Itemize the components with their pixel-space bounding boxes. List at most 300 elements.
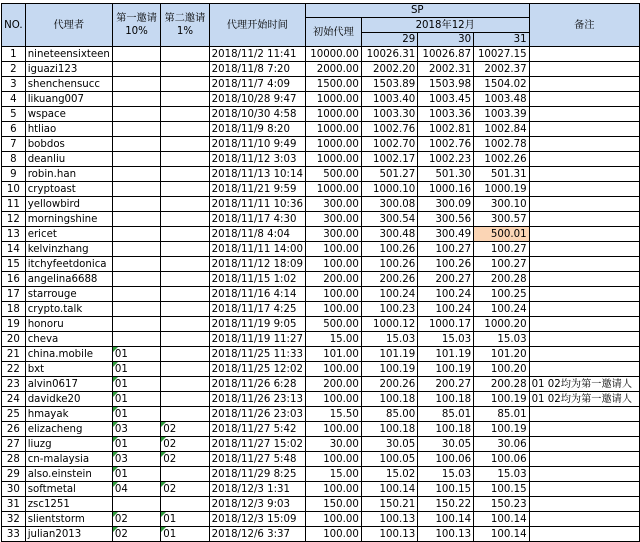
cell-no[interactable]: 22 bbox=[2, 362, 26, 377]
cell-day-30[interactable]: 100.18 bbox=[418, 392, 474, 407]
cell-no[interactable]: 23 bbox=[2, 377, 26, 392]
cell-initial[interactable]: 15.50 bbox=[305, 407, 361, 422]
cell-invite1[interactable] bbox=[112, 197, 160, 212]
cell-day-29[interactable]: 1002.76 bbox=[361, 122, 417, 137]
cell-initial[interactable]: 100.00 bbox=[305, 242, 361, 257]
cell-day-29[interactable]: 501.27 bbox=[361, 167, 417, 182]
cell-day-31[interactable]: 501.31 bbox=[474, 167, 529, 182]
cell-invite2[interactable]: 02 bbox=[161, 437, 209, 452]
cell-day-30[interactable]: 1002.81 bbox=[418, 122, 474, 137]
cell-start-time[interactable]: 2018/11/25 12:02 bbox=[209, 362, 305, 377]
cell-start-time[interactable]: 2018/12/3 15:09 bbox=[209, 512, 305, 527]
cell-no[interactable]: 4 bbox=[2, 92, 26, 107]
cell-agent-name[interactable]: liuzg bbox=[25, 437, 112, 452]
cell-invite2[interactable] bbox=[161, 137, 209, 152]
cell-start-time[interactable]: 2018/11/2 11:41 bbox=[209, 47, 305, 62]
cell-day-29[interactable]: 100.23 bbox=[361, 302, 417, 317]
cell-invite1[interactable] bbox=[112, 77, 160, 92]
cell-invite2[interactable] bbox=[161, 62, 209, 77]
cell-invite1[interactable] bbox=[112, 137, 160, 152]
cell-day-30[interactable]: 100.24 bbox=[418, 287, 474, 302]
cell-no[interactable]: 15 bbox=[2, 257, 26, 272]
cell-agent-name[interactable]: starrouge bbox=[25, 287, 112, 302]
cell-initial[interactable]: 1500.00 bbox=[305, 77, 361, 92]
cell-agent-name[interactable]: nineteensixteen bbox=[25, 47, 112, 62]
cell-agent-name[interactable]: zsc1251 bbox=[25, 497, 112, 512]
cell-note[interactable] bbox=[529, 212, 639, 227]
cell-day-31[interactable]: 1002.26 bbox=[474, 152, 529, 167]
cell-no[interactable]: 5 bbox=[2, 107, 26, 122]
cell-initial[interactable]: 500.00 bbox=[305, 317, 361, 332]
cell-agent-name[interactable]: cryptoast bbox=[25, 182, 112, 197]
cell-no[interactable]: 17 bbox=[2, 287, 26, 302]
cell-initial[interactable]: 100.00 bbox=[305, 527, 361, 542]
cell-start-time[interactable]: 2018/11/25 11:33 bbox=[209, 347, 305, 362]
cell-invite1[interactable] bbox=[112, 272, 160, 287]
cell-invite1[interactable]: 03 bbox=[112, 452, 160, 467]
cell-initial[interactable]: 15.00 bbox=[305, 467, 361, 482]
cell-start-time[interactable]: 2018/11/9 8:20 bbox=[209, 122, 305, 137]
cell-note[interactable] bbox=[529, 452, 639, 467]
cell-invite2[interactable] bbox=[161, 392, 209, 407]
cell-no[interactable]: 2 bbox=[2, 62, 26, 77]
cell-invite1[interactable] bbox=[112, 92, 160, 107]
cell-day-30[interactable]: 100.19 bbox=[418, 362, 474, 377]
cell-day-29[interactable]: 1503.89 bbox=[361, 77, 417, 92]
cell-day-30[interactable]: 100.15 bbox=[418, 482, 474, 497]
cell-start-time[interactable]: 2018/11/11 10:36 bbox=[209, 197, 305, 212]
cell-day-30[interactable]: 1003.36 bbox=[418, 107, 474, 122]
cell-no[interactable]: 3 bbox=[2, 77, 26, 92]
cell-day-29[interactable]: 300.08 bbox=[361, 197, 417, 212]
cell-day-31[interactable]: 1002.84 bbox=[474, 122, 529, 137]
cell-note[interactable] bbox=[529, 152, 639, 167]
cell-day-30[interactable]: 300.49 bbox=[418, 227, 474, 242]
cell-invite2[interactable] bbox=[161, 167, 209, 182]
cell-initial[interactable]: 100.00 bbox=[305, 452, 361, 467]
cell-day-29[interactable]: 100.13 bbox=[361, 512, 417, 527]
cell-no[interactable]: 14 bbox=[2, 242, 26, 257]
cell-initial[interactable]: 100.00 bbox=[305, 422, 361, 437]
cell-no[interactable]: 10 bbox=[2, 182, 26, 197]
cell-start-time[interactable]: 2018/11/13 10:14 bbox=[209, 167, 305, 182]
cell-no[interactable]: 1 bbox=[2, 47, 26, 62]
cell-day-29[interactable]: 1002.70 bbox=[361, 137, 417, 152]
cell-invite2[interactable] bbox=[161, 227, 209, 242]
cell-start-time[interactable]: 2018/12/3 9:03 bbox=[209, 497, 305, 512]
cell-start-time[interactable]: 2018/11/27 15:02 bbox=[209, 437, 305, 452]
cell-start-time[interactable]: 2018/11/27 5:42 bbox=[209, 422, 305, 437]
cell-day-30[interactable]: 150.22 bbox=[418, 497, 474, 512]
cell-agent-name[interactable]: wspace bbox=[25, 107, 112, 122]
cell-day-29[interactable]: 10026.31 bbox=[361, 47, 417, 62]
cell-initial[interactable]: 1000.00 bbox=[305, 152, 361, 167]
cell-invite2[interactable] bbox=[161, 347, 209, 362]
cell-invite2[interactable] bbox=[161, 152, 209, 167]
cell-day-29[interactable]: 1000.10 bbox=[361, 182, 417, 197]
cell-day-31[interactable]: 100.27 bbox=[474, 242, 529, 257]
cell-invite1[interactable]: 04 bbox=[112, 482, 160, 497]
cell-invite2[interactable] bbox=[161, 362, 209, 377]
cell-initial[interactable]: 100.00 bbox=[305, 362, 361, 377]
cell-invite2[interactable] bbox=[161, 287, 209, 302]
cell-day-31[interactable]: 15.03 bbox=[474, 467, 529, 482]
cell-note[interactable] bbox=[529, 287, 639, 302]
cell-day-30[interactable]: 100.24 bbox=[418, 302, 474, 317]
cell-day-29[interactable]: 100.13 bbox=[361, 527, 417, 542]
cell-note[interactable] bbox=[529, 482, 639, 497]
cell-invite1[interactable]: 01 bbox=[112, 377, 160, 392]
cell-day-31[interactable]: 300.57 bbox=[474, 212, 529, 227]
cell-day-30[interactable]: 15.03 bbox=[418, 332, 474, 347]
cell-day-30[interactable]: 2002.31 bbox=[418, 62, 474, 77]
cell-day-30[interactable]: 501.30 bbox=[418, 167, 474, 182]
cell-initial[interactable]: 200.00 bbox=[305, 272, 361, 287]
cell-start-time[interactable]: 2018/11/17 4:25 bbox=[209, 302, 305, 317]
cell-initial[interactable]: 1000.00 bbox=[305, 107, 361, 122]
cell-note[interactable] bbox=[529, 317, 639, 332]
cell-note[interactable]: 01 02均为第一邀请人 bbox=[529, 377, 639, 392]
cell-invite1[interactable]: 02 bbox=[112, 512, 160, 527]
cell-invite2[interactable]: 02 bbox=[161, 422, 209, 437]
cell-agent-name[interactable]: deanliu bbox=[25, 152, 112, 167]
cell-agent-name[interactable]: robin.han bbox=[25, 167, 112, 182]
cell-invite1[interactable] bbox=[112, 167, 160, 182]
cell-no[interactable]: 31 bbox=[2, 497, 26, 512]
cell-agent-name[interactable]: angelina6688 bbox=[25, 272, 112, 287]
cell-day-31[interactable]: 100.19 bbox=[474, 422, 529, 437]
cell-day-30[interactable]: 100.26 bbox=[418, 257, 474, 272]
cell-invite2[interactable] bbox=[161, 242, 209, 257]
cell-start-time[interactable]: 2018/10/28 9:47 bbox=[209, 92, 305, 107]
cell-day-31[interactable]: 100.20 bbox=[474, 362, 529, 377]
cell-start-time[interactable]: 2018/11/19 11:27 bbox=[209, 332, 305, 347]
cell-day-31[interactable]: 1504.02 bbox=[474, 77, 529, 92]
cell-invite1[interactable] bbox=[112, 107, 160, 122]
cell-invite2[interactable] bbox=[161, 467, 209, 482]
cell-day-31[interactable]: 500.01 bbox=[474, 227, 529, 242]
cell-day-30[interactable]: 1000.17 bbox=[418, 317, 474, 332]
cell-no[interactable]: 7 bbox=[2, 137, 26, 152]
cell-invite1[interactable]: 02 bbox=[112, 527, 160, 542]
cell-note[interactable] bbox=[529, 422, 639, 437]
cell-agent-name[interactable]: bobdos bbox=[25, 137, 112, 152]
cell-initial[interactable]: 100.00 bbox=[305, 257, 361, 272]
cell-day-31[interactable]: 150.23 bbox=[474, 497, 529, 512]
cell-invite2[interactable] bbox=[161, 377, 209, 392]
cell-invite1[interactable] bbox=[112, 212, 160, 227]
cell-initial[interactable]: 300.00 bbox=[305, 212, 361, 227]
cell-invite1[interactable]: 01 bbox=[112, 362, 160, 377]
cell-no[interactable]: 13 bbox=[2, 227, 26, 242]
cell-day-29[interactable]: 15.03 bbox=[361, 332, 417, 347]
cell-day-31[interactable]: 100.27 bbox=[474, 257, 529, 272]
cell-day-29[interactable]: 1002.17 bbox=[361, 152, 417, 167]
cell-no[interactable]: 30 bbox=[2, 482, 26, 497]
cell-day-31[interactable]: 2002.37 bbox=[474, 62, 529, 77]
cell-invite2[interactable] bbox=[161, 182, 209, 197]
cell-invite2[interactable] bbox=[161, 77, 209, 92]
cell-note[interactable] bbox=[529, 227, 639, 242]
cell-invite2[interactable]: 02 bbox=[161, 482, 209, 497]
cell-note[interactable] bbox=[529, 347, 639, 362]
cell-initial[interactable]: 2000.00 bbox=[305, 62, 361, 77]
cell-agent-name[interactable]: htliao bbox=[25, 122, 112, 137]
cell-day-29[interactable]: 200.26 bbox=[361, 272, 417, 287]
cell-day-30[interactable]: 1000.16 bbox=[418, 182, 474, 197]
cell-invite1[interactable] bbox=[112, 242, 160, 257]
cell-day-29[interactable]: 100.26 bbox=[361, 257, 417, 272]
cell-start-time[interactable]: 2018/11/21 9:59 bbox=[209, 182, 305, 197]
cell-agent-name[interactable]: bxt bbox=[25, 362, 112, 377]
cell-day-30[interactable]: 100.14 bbox=[418, 512, 474, 527]
cell-day-29[interactable]: 100.14 bbox=[361, 482, 417, 497]
cell-invite2[interactable] bbox=[161, 272, 209, 287]
cell-start-time[interactable]: 2018/11/29 8:25 bbox=[209, 467, 305, 482]
cell-day-29[interactable]: 100.19 bbox=[361, 362, 417, 377]
cell-no[interactable]: 6 bbox=[2, 122, 26, 137]
cell-start-time[interactable]: 2018/11/16 4:14 bbox=[209, 287, 305, 302]
cell-invite1[interactable] bbox=[112, 227, 160, 242]
cell-initial[interactable]: 100.00 bbox=[305, 287, 361, 302]
cell-invite1[interactable] bbox=[112, 152, 160, 167]
cell-invite2[interactable] bbox=[161, 317, 209, 332]
cell-note[interactable] bbox=[529, 272, 639, 287]
cell-agent-name[interactable]: itchyfeetdonica bbox=[25, 257, 112, 272]
cell-note[interactable] bbox=[529, 197, 639, 212]
cell-day-31[interactable]: 30.06 bbox=[474, 437, 529, 452]
cell-day-29[interactable]: 1000.12 bbox=[361, 317, 417, 332]
cell-agent-name[interactable]: elizacheng bbox=[25, 422, 112, 437]
cell-start-time[interactable]: 2018/11/7 4:09 bbox=[209, 77, 305, 92]
cell-start-time[interactable]: 2018/11/8 7:20 bbox=[209, 62, 305, 77]
cell-invite2[interactable] bbox=[161, 122, 209, 137]
cell-invite1[interactable] bbox=[112, 62, 160, 77]
cell-start-time[interactable]: 2018/11/26 6:28 bbox=[209, 377, 305, 392]
cell-day-30[interactable]: 1002.76 bbox=[418, 137, 474, 152]
cell-day-31[interactable]: 15.03 bbox=[474, 332, 529, 347]
cell-day-31[interactable]: 100.24 bbox=[474, 302, 529, 317]
cell-agent-name[interactable]: also.einstein bbox=[25, 467, 112, 482]
cell-day-29[interactable]: 101.19 bbox=[361, 347, 417, 362]
cell-day-30[interactable]: 200.27 bbox=[418, 377, 474, 392]
cell-invite2[interactable] bbox=[161, 212, 209, 227]
cell-agent-name[interactable]: cn-malaysia bbox=[25, 452, 112, 467]
cell-no[interactable]: 26 bbox=[2, 422, 26, 437]
cell-note[interactable] bbox=[529, 257, 639, 272]
cell-day-29[interactable]: 1003.30 bbox=[361, 107, 417, 122]
cell-invite1[interactable] bbox=[112, 182, 160, 197]
cell-agent-name[interactable]: cheva bbox=[25, 332, 112, 347]
cell-day-31[interactable]: 100.19 bbox=[474, 392, 529, 407]
cell-note[interactable] bbox=[529, 182, 639, 197]
cell-no[interactable]: 29 bbox=[2, 467, 26, 482]
cell-agent-name[interactable]: alvin0617 bbox=[25, 377, 112, 392]
cell-note[interactable] bbox=[529, 242, 639, 257]
cell-note[interactable] bbox=[529, 437, 639, 452]
cell-agent-name[interactable]: yellowbird bbox=[25, 197, 112, 212]
cell-start-time[interactable]: 2018/11/26 23:13 bbox=[209, 392, 305, 407]
cell-day-30[interactable]: 30.05 bbox=[418, 437, 474, 452]
cell-day-29[interactable]: 1003.40 bbox=[361, 92, 417, 107]
cell-day-30[interactable]: 100.13 bbox=[418, 527, 474, 542]
cell-initial[interactable]: 101.00 bbox=[305, 347, 361, 362]
cell-start-time[interactable]: 2018/11/10 9:49 bbox=[209, 137, 305, 152]
cell-invite1[interactable]: 03 bbox=[112, 422, 160, 437]
cell-agent-name[interactable]: julian2013 bbox=[25, 527, 112, 542]
cell-invite1[interactable] bbox=[112, 257, 160, 272]
cell-no[interactable]: 33 bbox=[2, 527, 26, 542]
cell-initial[interactable]: 100.00 bbox=[305, 512, 361, 527]
cell-note[interactable] bbox=[529, 62, 639, 77]
cell-start-time[interactable]: 2018/11/12 3:03 bbox=[209, 152, 305, 167]
cell-day-31[interactable]: 100.25 bbox=[474, 287, 529, 302]
cell-agent-name[interactable]: softmetal bbox=[25, 482, 112, 497]
cell-no[interactable]: 12 bbox=[2, 212, 26, 227]
cell-day-29[interactable]: 100.24 bbox=[361, 287, 417, 302]
cell-note[interactable] bbox=[529, 407, 639, 422]
cell-agent-name[interactable]: iguazi123 bbox=[25, 62, 112, 77]
cell-invite1[interactable]: 01 bbox=[112, 437, 160, 452]
cell-invite1[interactable]: 01 bbox=[112, 347, 160, 362]
cell-day-29[interactable]: 2002.20 bbox=[361, 62, 417, 77]
cell-no[interactable]: 11 bbox=[2, 197, 26, 212]
cell-note[interactable] bbox=[529, 362, 639, 377]
cell-start-time[interactable]: 2018/11/8 4:04 bbox=[209, 227, 305, 242]
cell-initial[interactable]: 150.00 bbox=[305, 497, 361, 512]
cell-day-30[interactable]: 100.27 bbox=[418, 242, 474, 257]
cell-day-31[interactable]: 100.15 bbox=[474, 482, 529, 497]
cell-no[interactable]: 16 bbox=[2, 272, 26, 287]
cell-day-30[interactable]: 1003.45 bbox=[418, 92, 474, 107]
cell-invite2[interactable] bbox=[161, 92, 209, 107]
cell-start-time[interactable]: 2018/11/17 4:30 bbox=[209, 212, 305, 227]
cell-day-29[interactable]: 30.05 bbox=[361, 437, 417, 452]
cell-invite1[interactable] bbox=[112, 287, 160, 302]
cell-note[interactable] bbox=[529, 47, 639, 62]
cell-invite1[interactable] bbox=[112, 302, 160, 317]
cell-no[interactable]: 9 bbox=[2, 167, 26, 182]
cell-day-29[interactable]: 300.54 bbox=[361, 212, 417, 227]
cell-note[interactable] bbox=[529, 332, 639, 347]
cell-invite1[interactable] bbox=[112, 47, 160, 62]
cell-day-31[interactable]: 1000.19 bbox=[474, 182, 529, 197]
cell-note[interactable] bbox=[529, 107, 639, 122]
cell-agent-name[interactable]: honoru bbox=[25, 317, 112, 332]
cell-day-30[interactable]: 1503.98 bbox=[418, 77, 474, 92]
cell-note[interactable] bbox=[529, 77, 639, 92]
cell-day-30[interactable]: 15.03 bbox=[418, 467, 474, 482]
cell-note[interactable] bbox=[529, 167, 639, 182]
cell-agent-name[interactable]: morningshine bbox=[25, 212, 112, 227]
cell-no[interactable]: 21 bbox=[2, 347, 26, 362]
cell-invite2[interactable] bbox=[161, 107, 209, 122]
cell-invite1[interactable]: 01 bbox=[112, 407, 160, 422]
cell-agent-name[interactable]: shenchensucc bbox=[25, 77, 112, 92]
cell-agent-name[interactable]: likuang007 bbox=[25, 92, 112, 107]
cell-invite2[interactable] bbox=[161, 47, 209, 62]
cell-day-30[interactable]: 1002.23 bbox=[418, 152, 474, 167]
cell-initial[interactable]: 10000.00 bbox=[305, 47, 361, 62]
cell-no[interactable]: 8 bbox=[2, 152, 26, 167]
cell-start-time[interactable]: 2018/11/26 23:03 bbox=[209, 407, 305, 422]
cell-start-time[interactable]: 2018/11/15 1:02 bbox=[209, 272, 305, 287]
cell-initial[interactable]: 300.00 bbox=[305, 197, 361, 212]
cell-day-31[interactable]: 101.20 bbox=[474, 347, 529, 362]
cell-start-time[interactable]: 2018/11/11 14:00 bbox=[209, 242, 305, 257]
cell-agent-name[interactable]: ericet bbox=[25, 227, 112, 242]
cell-no[interactable]: 32 bbox=[2, 512, 26, 527]
cell-no[interactable]: 28 bbox=[2, 452, 26, 467]
cell-invite2[interactable] bbox=[161, 407, 209, 422]
cell-day-29[interactable]: 100.05 bbox=[361, 452, 417, 467]
cell-agent-name[interactable]: china.mobile bbox=[25, 347, 112, 362]
cell-day-30[interactable]: 300.09 bbox=[418, 197, 474, 212]
cell-agent-name[interactable]: crypto.talk bbox=[25, 302, 112, 317]
cell-day-30[interactable]: 10026.87 bbox=[418, 47, 474, 62]
cell-initial[interactable]: 100.00 bbox=[305, 482, 361, 497]
cell-day-31[interactable]: 85.01 bbox=[474, 407, 529, 422]
cell-start-time[interactable]: 2018/12/6 3:37 bbox=[209, 527, 305, 542]
cell-invite1[interactable] bbox=[112, 332, 160, 347]
cell-agent-name[interactable]: kelvinzhang bbox=[25, 242, 112, 257]
cell-agent-name[interactable]: davidke20 bbox=[25, 392, 112, 407]
cell-day-29[interactable]: 300.48 bbox=[361, 227, 417, 242]
cell-day-31[interactable]: 200.28 bbox=[474, 377, 529, 392]
cell-no[interactable]: 25 bbox=[2, 407, 26, 422]
cell-invite2[interactable]: 01 bbox=[161, 512, 209, 527]
cell-day-30[interactable]: 300.56 bbox=[418, 212, 474, 227]
cell-invite2[interactable]: 02 bbox=[161, 452, 209, 467]
cell-initial[interactable]: 100.00 bbox=[305, 392, 361, 407]
cell-day-29[interactable]: 100.18 bbox=[361, 392, 417, 407]
cell-agent-name[interactable]: hmayak bbox=[25, 407, 112, 422]
cell-start-time[interactable]: 2018/10/30 4:58 bbox=[209, 107, 305, 122]
cell-invite2[interactable] bbox=[161, 257, 209, 272]
cell-day-30[interactable]: 100.18 bbox=[418, 422, 474, 437]
cell-no[interactable]: 18 bbox=[2, 302, 26, 317]
cell-day-29[interactable]: 85.00 bbox=[361, 407, 417, 422]
cell-agent-name[interactable]: slientstorm bbox=[25, 512, 112, 527]
cell-note[interactable]: 01 02均为第一邀请人 bbox=[529, 392, 639, 407]
cell-initial[interactable]: 200.00 bbox=[305, 377, 361, 392]
cell-day-31[interactable]: 1002.78 bbox=[474, 137, 529, 152]
cell-day-31[interactable]: 1003.39 bbox=[474, 107, 529, 122]
cell-no[interactable]: 24 bbox=[2, 392, 26, 407]
cell-invite1[interactable] bbox=[112, 122, 160, 137]
cell-start-time[interactable]: 2018/11/19 9:05 bbox=[209, 317, 305, 332]
cell-initial[interactable]: 15.00 bbox=[305, 332, 361, 347]
cell-invite2[interactable] bbox=[161, 197, 209, 212]
cell-note[interactable] bbox=[529, 527, 639, 542]
cell-initial[interactable]: 1000.00 bbox=[305, 137, 361, 152]
cell-no[interactable]: 20 bbox=[2, 332, 26, 347]
cell-start-time[interactable]: 2018/11/27 5:48 bbox=[209, 452, 305, 467]
cell-initial[interactable]: 300.00 bbox=[305, 227, 361, 242]
cell-day-29[interactable]: 100.26 bbox=[361, 242, 417, 257]
cell-invite2[interactable]: 01 bbox=[161, 527, 209, 542]
cell-day-31[interactable]: 300.10 bbox=[474, 197, 529, 212]
cell-day-31[interactable]: 100.06 bbox=[474, 452, 529, 467]
cell-start-time[interactable]: 2018/12/3 1:31 bbox=[209, 482, 305, 497]
cell-note[interactable] bbox=[529, 512, 639, 527]
cell-day-31[interactable]: 200.28 bbox=[474, 272, 529, 287]
cell-start-time[interactable]: 2018/11/12 18:09 bbox=[209, 257, 305, 272]
cell-note[interactable] bbox=[529, 137, 639, 152]
cell-note[interactable] bbox=[529, 122, 639, 137]
cell-initial[interactable]: 1000.00 bbox=[305, 182, 361, 197]
cell-initial[interactable]: 1000.00 bbox=[305, 92, 361, 107]
